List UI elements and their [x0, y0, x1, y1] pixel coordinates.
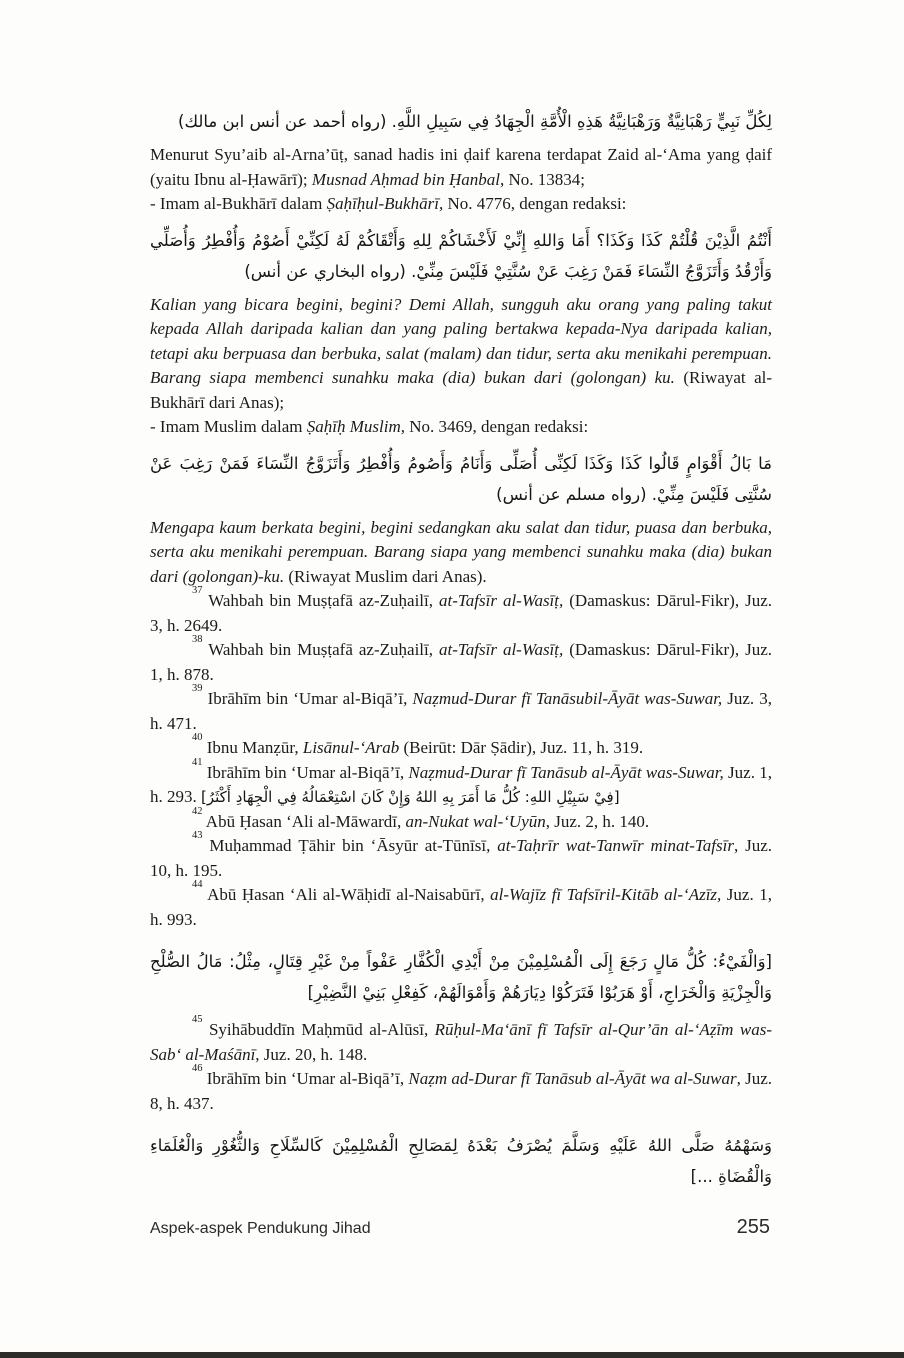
paragraph-muslim-intro	[150, 415, 772, 440]
page-content	[150, 98, 772, 1192]
book-title: Rūḥul-Ma‘ānī fī Tafsīr al-Qur’ān al-‘Aẓīm was-Sab‘ al-Maśānī	[150, 1020, 772, 1064]
book-title-sahih-muslim: Ṣaḥīḥ Muslim,	[306, 417, 405, 436]
page-bottom-edge	[0, 1352, 904, 1358]
footnote-44	[150, 879, 772, 932]
arabic-fay-definition: [وَالْفَيْءُ: كُلُّ مَالٍ رَجَعَ إِلَى الْمُسْلِمِيْنَ مِنْ أَيْدِي الْكُفَّارِ عَفْواً مِنْ غَيْرِ قِتَالٍ، مِثْلُ: مَالُ الصُّلْحِ وَالْجِزْيَةِ وَالْخَرَاجِ، أَوْ هَرَبُوْا فَتَرَكُوْا دِيَارَهُمْ وَأَمْوَالَهُمْ، كَفِعْلِ بَنِيْ النَّضِيْرِ]	[150, 952, 772, 1002]
text-run: Abū Ḥasan ‘Ali al-Māwardī,	[202, 811, 406, 831]
book-title: an-Nukat wal-‘Uyūn	[405, 811, 546, 831]
book-title: at-Tafsīr al-Wasīṭ,	[439, 640, 564, 659]
footnote-45	[150, 1014, 772, 1067]
text-run: Wahbah bin Muṣṭafā az-Zuḥailī,	[202, 591, 439, 610]
text-run: , Juz. 8, h. 437.	[150, 1069, 773, 1113]
text-run: Juz. 3, h. 471.	[150, 689, 772, 733]
footnote-number: 39	[192, 683, 203, 695]
text-run: , Juz. 2, h. 140.	[545, 811, 650, 831]
footnote-number: 43	[192, 830, 203, 842]
footnote-40	[150, 732, 772, 761]
translation-muslim	[150, 516, 772, 590]
book-title: Naẓmud-Durar fī Tanāsubil-Āyāt was-Suwar,	[412, 689, 723, 708]
footnote-42	[150, 805, 772, 835]
arabic-hadith-ahmad: لِكُلِّ نَبِيٍّ رَهْبَانِيَّةٌ وَرَهْبَانِيَّةُ هَذِهِ الْأُمَّةِ الْجِهَادُ فِي سَبِيلِ اللَّهِ. (رواه أحمد عن أنس ابن مالك)	[178, 112, 772, 131]
riwayat-attribution: (Riwayat Muslim dari Anas).	[284, 566, 487, 586]
book-title: Naẓmud-Durar fī Tanāsub al-Āyāt was-Suwar,	[408, 762, 724, 782]
book-title-sahih-bukhari: Ṣaḥīḥul-Bukhārī,	[326, 194, 444, 213]
text-run: - Imam Muslim dalam	[150, 417, 307, 436]
running-title: Aspek-aspek Pendukung Jihad	[150, 1220, 371, 1237]
text-run: No. 4776, dengan redaksi:	[443, 194, 627, 213]
text-run: Juz. 1, h. 993.	[150, 885, 772, 929]
footnote-43	[150, 830, 773, 883]
riwayat-attribution: (Riwayat al-Bukhārī dari Anas);	[150, 368, 772, 412]
page-footer	[150, 1216, 770, 1239]
footnote-number: 38	[192, 634, 203, 646]
book-title: at-Tafsīr al-Wasīṭ,	[439, 591, 564, 610]
text-run: , Juz. 20, h. 148.	[255, 1044, 368, 1064]
text-run: Syihābuddīn Maḥmūd al-Alūsī,	[202, 1020, 435, 1039]
footnote-number: 41	[192, 756, 203, 768]
inline-arabic-quote: [فِيْ سَبِيْلِ اللهِ: كُلُّ مَا أَمَرَ بِهِ اللهُ وَإِنْ كَانَ اسْتِعْمَالُهُ فِي الْجِهَادِ أَكْثَرُ]	[201, 788, 620, 806]
text-run: - Imam al-Bukhārī dalam	[150, 194, 327, 213]
text-run: (Beirūt: Dār Ṣādir), Juz. 11, h. 319.	[399, 738, 644, 757]
translation-bukhari	[150, 293, 772, 416]
book-title: al-Wajīz fī Tafsīril-Kitāb al-‘Azīz,	[490, 885, 722, 904]
text-run: Ibrāhīm bin ‘Umar al-Biqā’ī,	[202, 762, 409, 782]
paragraph-bukhari-intro	[150, 192, 772, 217]
footnote-39	[150, 683, 772, 736]
footnote-37	[150, 585, 772, 638]
arabic-hadith-bukhari: أَنْتُمُ الَّذِيْنَ قُلْتُمْ كَذَا وَكَذَا؟ أَمَا وَاللهِ إِنِّيْ لَأَخْشَاكُمْ لِلهِ وَأَتْقَاكُمْ لَهُ لَكِنِّيْ أَصُوْمُ وَأُفْطِرُ وَأُصَلِّي وَأَرْقُدُ وَأَتَزَوَّجُ النِّسَاءَ فَمَنْ رَغِبَ عَنْ سُنَّتِيْ فَلَيْسَ مِنِّيْ. (رواه البخاري عن أنس)	[150, 230, 772, 281]
text-run: , Juz. 10, h. 195.	[150, 836, 773, 880]
book-title: at-Taḥrīr wat-Tanwīr minat-Tafsīr	[497, 836, 734, 855]
text-run: Ibrāhīm bin ‘Umar al-Biqā’ī,	[202, 1069, 409, 1088]
text-run: Abū Ḥasan ‘Ali al-Wāḥidī al-Naisabūrī,	[202, 885, 491, 904]
book-title: Naẓm ad-Durar fī Tanāsub al-Āyāt wa al-Suwar	[408, 1069, 737, 1088]
text-run: Menurut Syu’aib al-Arna’ūṭ, sanad hadis ini ḍaif karena terdapat Zaid al-‘Ama yang ḍaif (yaitu Ibnu al-Ḥawārī);	[150, 145, 772, 189]
text-run: Juz. 1, h. 293.	[150, 762, 772, 806]
paragraph-sanad-note	[150, 143, 772, 192]
text-run: No. 3469, dengan redaksi:	[405, 417, 589, 436]
arabic-hadith-muslim: مَا بَالُ أَقْوَامٍ قَالُوا كَذَا وَكَذَا لَكِنِّى أُصَلِّى وَأَنَامُ وَأَصُومُ وَأُفْطِرُ وَأَتَزَوَّجُ النِّسَاءَ فَمَنْ رَغِبَ عَنْ سُنَّتِى فَلَيْسَ مِنِّيْ. (رواه مسلم عن أنس)	[150, 453, 772, 504]
footnote-number: 45	[192, 1014, 203, 1026]
footnote-number: 37	[192, 585, 203, 597]
text-run: Ibrāhīm bin ‘Umar al-Biqā’ī,	[202, 689, 413, 708]
footnote-41	[150, 756, 772, 810]
footnote-number: 42	[192, 805, 203, 817]
footnote-number: 40	[192, 732, 203, 744]
page-number: 255	[736, 1216, 770, 1238]
footnote-number: 46	[192, 1063, 203, 1075]
text-run: Wahbah bin Muṣṭafā az-Zuḥailī,	[202, 640, 439, 659]
translation-italic-text: Mengapa kaum berkata begini, begini sedangkan aku salat dan tidur, puasa dan berbuka, serta aku menikahi perempuan. Barang siapa yang membenci sunahku maka (dia) bukan dari (golongan)-ku.	[150, 517, 772, 586]
translation-italic-text: Kalian yang bicara begini, begini? Demi Allah, sungguh aku orang yang paling takut kepada Allah daripada kalian dan yang paling bertakwa kepada-Nya daripada kalian, tetapi aku berpuasa dan berbuka, salat (malam) dan tidur, serta aku menikahi perempuan. Barang siapa membenci sunahku maka (dia) bukan dari (golongan) ku.	[150, 294, 772, 387]
footnote-38	[150, 634, 772, 687]
text-run: (Damaskus: Dārul-Fikr), Juz. 3, h. 2649.	[150, 591, 772, 635]
text-run: Muḥammad Ṭāhir bin ‘Āsyūr at-Tūnīsī,	[202, 836, 498, 855]
book-title: Lisānul-‘Arab	[302, 738, 400, 757]
footnote-number: 44	[192, 879, 203, 891]
text-run: (Damaskus: Dārul-Fikr), Juz. 1, h. 878.	[150, 640, 772, 684]
arabic-sahm-quote: وَسَهْمُهُ صَلَّى اللهُ عَلَيْهِ وَسَلَّمَ يُصْرَفُ بَعْدَهُ لِمَصَالِحِ الْمُسْلِمِيْنَ كَالسِّلَاحِ وَالثُّغُوْرِ وَالْعُلَمَاءِ وَالْقُضَاةِ ...]	[150, 1136, 772, 1186]
text-run: Ibnu Manẓūr,	[202, 738, 303, 757]
text-run: , No. 13834;	[500, 169, 586, 189]
footnote-46	[150, 1063, 773, 1116]
book-title-musnad-ahmad: Musnad Aḥmad bin Ḥanbal	[311, 169, 501, 189]
